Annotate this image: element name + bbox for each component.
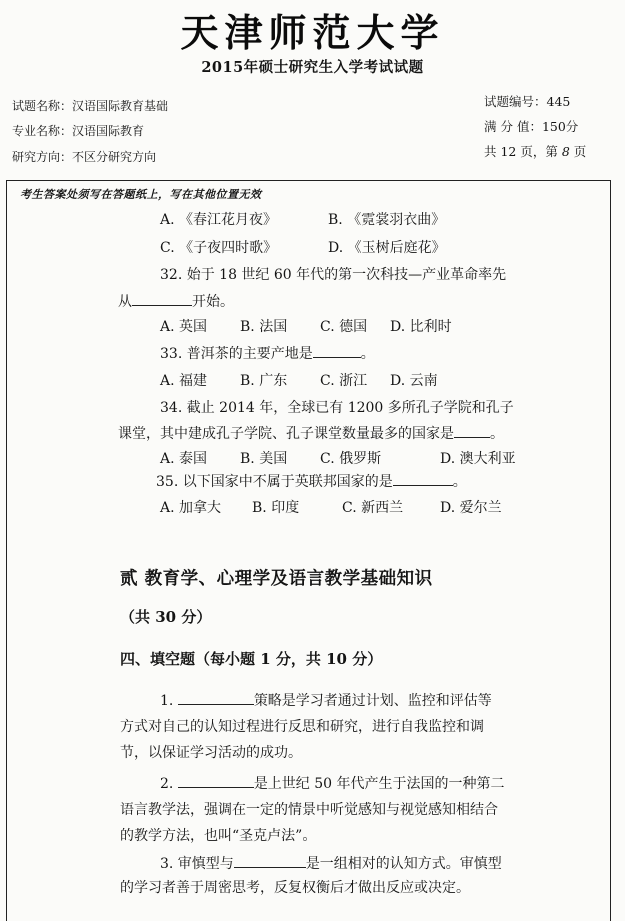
q32-blank [132,305,192,306]
exam-title: 2015年硕士研究生入学考试试题 [201,59,424,76]
fill2-line1 [160,773,505,793]
q32-option-b: B. 法国 [240,319,288,335]
subject-name: 试题名称：汉语国际教育基础 [12,99,169,113]
q35-prefix: 35. 以下国家中不属于英联邦国家的是 [156,474,393,490]
q34-option-d: D. 澳大利亚 [440,451,516,467]
q32-option-c: C. 德国 [320,319,368,335]
fill2-line3: 的教学方法，也叫“圣克卢法”。 [120,828,317,844]
fill3-prefix: 3. 审慎型与 [160,856,234,872]
q32-option-d: D. 比利时 [390,319,452,335]
research-direction: 研究方向：不区分研究方向 [12,150,157,164]
answer-notice: 考生答案处须写在答题纸上，写在其他位置无效 [20,188,262,201]
page-indicator [484,142,586,160]
fill1-blank [178,704,254,705]
q32-option-a: A. 英国 [160,319,208,335]
q34-blank [454,437,490,438]
fill3-line1-text: 是一组相对的认知方式。审慎型 [305,856,502,872]
q33-option-b: B. 广东 [240,373,288,389]
page-current: 8 [561,144,570,159]
q35-suffix: 。 [452,474,467,490]
fill2-line1-text: 是上世纪 50 年代产生于法国的一种第二 [253,776,505,792]
q31-option-c: C. 《子夜四时歌》 [160,240,278,256]
q34-prefix: 课堂，其中建成孔子学院、孔子课堂数量最多的国家是 [118,426,454,442]
q32-line1: 32. 始于 18 世纪 60 年代的第一次科技—产业革命率先 [160,267,507,283]
q34-option-a: A. 泰国 [160,451,208,467]
q33-option-d: D. 云南 [390,373,438,389]
part4-title: 四、填空题（每小题 1 分，共 10 分） [120,650,383,668]
fill2-number: 2. [160,776,174,792]
q34-option-b: B. 美国 [240,451,288,467]
university-logo-text: 天津师范大学 [180,10,445,55]
fill3-blank [234,867,306,868]
fill1-line1 [160,690,492,710]
q34-option-c: C. 俄罗斯 [320,451,382,467]
q33-option-c: C. 浙江 [320,373,368,389]
q32-prefix: 从 [118,294,132,310]
q34-line1: 34. 截止 2014 年，全球已有 1200 多所孔子学院和孔子 [160,400,514,416]
fill1-line2: 方式对自己的认知过程进行反思和研究，进行自我监控和调 [120,719,484,735]
section2-title: 贰 教育学、心理学及语言教学基础知识 [120,569,433,589]
fill1-line1-text: 策略是学习者通过计划、监控和评估等 [253,693,492,709]
fill2-blank [178,787,254,788]
q35-option-c: C. 新西兰 [342,500,404,516]
q35-option-b: B. 印度 [252,500,300,516]
q34-suffix: 。 [490,426,504,442]
q33-prefix: 33. 普洱茶的主要产地是 [160,346,313,362]
q33-stem [160,343,375,363]
full-score: 满 分 值：150分 [484,119,579,134]
q35-option-d: D. 爱尔兰 [440,500,502,516]
q31-option-d: D. 《玉树后庭花》 [328,240,446,256]
q35-stem [156,471,467,491]
q33-blank [313,357,361,358]
q34-line2 [118,423,504,443]
q33-option-a: A. 福建 [160,373,208,389]
q31-option-a: A. 《春江花月夜》 [160,212,278,228]
section2-score: （共 30 分） [120,608,212,626]
q35-blank [393,485,453,486]
fill1-number: 1. [160,693,174,709]
page-total: 共 12 页，第 [484,144,558,159]
fill3-line2: 的学习者善于周密思考，反复权衡后才做出反应或决定。 [120,880,470,896]
q32-suffix: 开始。 [192,294,234,310]
fill1-line3: 节，以保证学习活动的成功。 [120,745,302,761]
fill3-line1 [160,853,502,873]
fill2-line2: 语言教学法，强调在一定的情景中听觉感知与视觉感知相结合 [120,802,498,818]
q35-option-a: A. 加拿大 [160,500,222,516]
q33-suffix: 。 [360,346,375,362]
q32-line2 [118,291,234,311]
subject-code: 试题编号：445 [484,94,571,109]
major-name: 专业名称：汉语国际教育 [12,124,145,138]
page-suffix: 页 [573,144,587,159]
q31-option-b: B. 《霓裳羽衣曲》 [328,212,446,228]
